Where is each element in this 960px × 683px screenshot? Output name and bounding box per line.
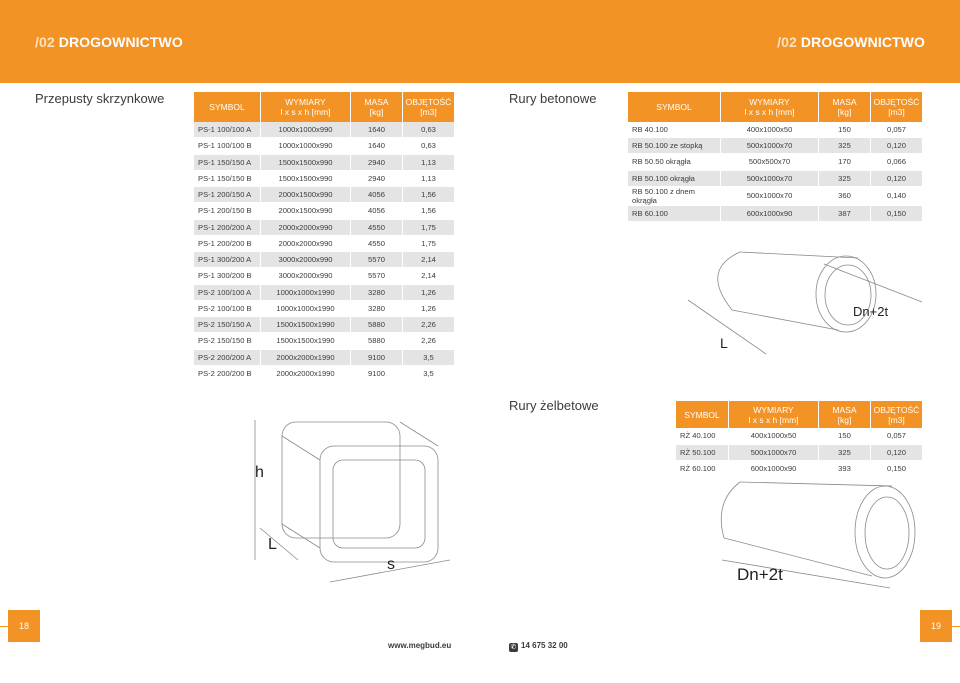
cell-wymiary: 1500x1500x1990: [260, 317, 350, 333]
cell-objetosc: 0,120: [870, 171, 922, 187]
header-symbol: SYMBOL: [194, 92, 260, 122]
pipe-top-edge: [740, 482, 892, 486]
cell-wymiary: 1000x1000x1990: [260, 285, 350, 301]
cell-masa: 1640: [350, 122, 402, 138]
cell-objetosc: 1,56: [402, 187, 454, 203]
box-front-outer: [320, 446, 438, 562]
cell-masa: 5570: [350, 252, 402, 268]
header-wymiary: WYMIARY l x s x h [mm]: [720, 92, 818, 122]
pipe-front-inner: [865, 497, 909, 569]
cell-wymiary: 500x1000x70: [728, 445, 818, 462]
cell-symbol: RŻ 50.100: [676, 445, 728, 462]
table-row: [628, 122, 922, 138]
header-section-number: /02: [777, 34, 797, 50]
cell-masa: 5880: [350, 317, 402, 333]
cell-masa: 1640: [350, 138, 402, 154]
rury-zelbetowe-table: [676, 401, 922, 478]
cell-masa: 4550: [350, 220, 402, 236]
cell-masa: 150: [818, 428, 870, 445]
box-depth-edges: [282, 422, 438, 548]
cell-objetosc: 1,75: [402, 236, 454, 252]
cell-wymiary: 2000x2000x990: [260, 236, 350, 252]
cell-masa: 325: [818, 138, 870, 154]
pipe-bottom-edge: [732, 310, 838, 330]
page-number-left: 18: [8, 610, 40, 642]
cell-objetosc: 0,120: [870, 445, 922, 462]
cell-wymiary: 500x500x70: [720, 154, 818, 170]
cell-wymiary: 500x1000x70: [720, 171, 818, 187]
cell-symbol: PS-1 200/200 B: [194, 236, 260, 252]
cell-objetosc: 0,150: [870, 461, 922, 478]
cell-masa: 4550: [350, 236, 402, 252]
cell-objetosc: 1,26: [402, 285, 454, 301]
table-row: [676, 445, 922, 462]
cell-symbol: RB 50.100 z dnem okrągła: [628, 187, 720, 206]
rury-betonowe-table: [628, 92, 922, 222]
cell-wymiary: 1000x1000x990: [260, 138, 350, 154]
cell-wymiary: 3000x2000x990: [260, 268, 350, 284]
cell-masa: 4056: [350, 203, 402, 219]
cell-symbol: PS-1 100/100 B: [194, 138, 260, 154]
table-row: [194, 138, 454, 154]
section-title-rury-betonowe: Rury betonowe: [509, 91, 597, 106]
footer-rule-left: [0, 626, 8, 627]
cell-symbol: RB 50.50 okrągła: [628, 154, 720, 170]
cell-masa: 2940: [350, 171, 402, 187]
cell-objetosc: 0,120: [870, 138, 922, 154]
table-row: [194, 236, 454, 252]
cell-objetosc: 3,5: [402, 366, 454, 382]
cell-objetosc: 0,140: [870, 187, 922, 206]
table-row: [194, 268, 454, 284]
table-row: [628, 154, 922, 170]
box-front-inner: [333, 460, 425, 548]
footer-phone-number: 14 675 32 00: [521, 641, 568, 650]
cell-symbol: PS-2 100/100 B: [194, 301, 260, 317]
table-row: [194, 333, 454, 349]
header-masa: MASA [kg]: [818, 92, 870, 122]
cell-wymiary: 600x1000x90: [720, 206, 818, 222]
table-row: [676, 461, 922, 478]
header-wymiary: WYMIARY l x s x h [mm]: [728, 401, 818, 428]
box-height-label: h: [255, 464, 264, 481]
cell-symbol: PS-1 300/200 B: [194, 268, 260, 284]
table-row: [194, 122, 454, 138]
cell-objetosc: 0,066: [870, 154, 922, 170]
cell-wymiary: 2000x2000x990: [260, 220, 350, 236]
cell-wymiary: 1000x1000x990: [260, 122, 350, 138]
cell-wymiary: 2000x2000x1990: [260, 366, 350, 382]
cell-masa: 325: [818, 445, 870, 462]
footer-rule-right: [952, 626, 960, 627]
cell-masa: 4056: [350, 187, 402, 203]
section-title-przepusty: Przepusty skrzynkowe: [35, 91, 165, 106]
cell-masa: 3280: [350, 285, 402, 301]
cell-symbol: PS-2 150/150 B: [194, 333, 260, 349]
table-row: [628, 171, 922, 187]
cell-symbol: RŻ 40.100: [676, 428, 728, 445]
cell-symbol: PS-2 200/200 A: [194, 350, 260, 366]
cell-wymiary: 500x1000x70: [720, 138, 818, 154]
table-row: [194, 301, 454, 317]
cell-wymiary: 1500x1500x1990: [260, 333, 350, 349]
cell-wymiary: 500x1000x70: [720, 187, 818, 206]
phone-icon: ✆: [510, 644, 517, 651]
table-row: [194, 171, 454, 187]
przepusty-table: [194, 92, 454, 382]
header-section-number: /02: [35, 34, 55, 50]
cell-objetosc: 0,63: [402, 138, 454, 154]
cell-masa: 2940: [350, 155, 402, 171]
cell-wymiary: 1500x1500x990: [260, 155, 350, 171]
pipe-diameter-label: Dn+2t: [853, 304, 889, 319]
cell-masa: 150: [818, 122, 870, 138]
cell-objetosc: 0,057: [870, 428, 922, 445]
header-wymiary: WYMIARY l x s x h [mm]: [260, 92, 350, 122]
footer-phone: [509, 641, 568, 652]
cell-masa: 360: [818, 187, 870, 206]
header-symbol: SYMBOL: [676, 401, 728, 428]
box-culvert-drawing: [230, 410, 460, 590]
cell-symbol: PS-2 150/150 A: [194, 317, 260, 333]
cell-objetosc: 3,5: [402, 350, 454, 366]
cell-objetosc: 2,26: [402, 317, 454, 333]
cell-masa: 325: [818, 171, 870, 187]
cell-masa: 387: [818, 206, 870, 222]
header-bar: [0, 0, 960, 83]
table-row: [194, 203, 454, 219]
box-length-dimension-line: [260, 528, 298, 560]
cell-wymiary: 2000x1500x990: [260, 187, 350, 203]
box-width-label: s: [387, 556, 395, 573]
header-masa: MASA [kg]: [818, 401, 870, 428]
pipe-diameter-label: Dn+2t: [737, 565, 783, 584]
cell-objetosc: 0,63: [402, 122, 454, 138]
table-row: [194, 366, 454, 382]
table-row: [194, 285, 454, 301]
cell-wymiary: 3000x2000x990: [260, 252, 350, 268]
concrete-pipe-drawing: [670, 240, 930, 365]
header-objetosc: OBJĘTOŚĆ [m3]: [870, 401, 922, 428]
table-row: [194, 350, 454, 366]
cell-objetosc: 1,13: [402, 171, 454, 187]
cell-objetosc: 0,150: [870, 206, 922, 222]
table-row: [628, 138, 922, 154]
cell-symbol: PS-1 300/200 A: [194, 252, 260, 268]
header-section-name: DROGOWNICTWO: [800, 34, 925, 50]
cell-symbol: PS-2 100/100 A: [194, 285, 260, 301]
table-row: [194, 252, 454, 268]
reinforced-pipe-drawing: [660, 478, 930, 598]
cell-symbol: PS-1 150/150 B: [194, 171, 260, 187]
cell-objetosc: 0,057: [870, 122, 922, 138]
table-row: [628, 206, 922, 222]
cell-wymiary: 600x1000x90: [728, 461, 818, 478]
pipe-length-label: L: [720, 335, 728, 351]
pipe-back-end: [721, 482, 740, 538]
pipe-top-edge: [740, 252, 858, 258]
cell-masa: 393: [818, 461, 870, 478]
cell-masa: 9100: [350, 350, 402, 366]
cell-objetosc: 1,26: [402, 301, 454, 317]
table-row: [194, 317, 454, 333]
cell-objetosc: 1,56: [402, 203, 454, 219]
pipe-back-end: [718, 252, 740, 310]
cell-masa: 5880: [350, 333, 402, 349]
page-number-right: 19: [920, 610, 952, 642]
cell-wymiary: 400x1000x50: [720, 122, 818, 138]
header-title-left: [35, 34, 183, 50]
cell-objetosc: 2,26: [402, 333, 454, 349]
header-masa: MASA [kg]: [350, 92, 402, 122]
cell-masa: 170: [818, 154, 870, 170]
footer-website[interactable]: www.megbud.eu: [388, 641, 452, 650]
table-row: [194, 220, 454, 236]
cell-objetosc: 1,13: [402, 155, 454, 171]
cell-symbol: PS-1 100/100 A: [194, 122, 260, 138]
header-symbol: SYMBOL: [628, 92, 720, 122]
table-row: [676, 428, 922, 445]
cell-objetosc: 2,14: [402, 252, 454, 268]
cell-symbol: PS-1 200/200 A: [194, 220, 260, 236]
cell-symbol: RB 50.100 okrągła: [628, 171, 720, 187]
cell-symbol: PS-1 150/150 A: [194, 155, 260, 171]
cell-masa: 9100: [350, 366, 402, 382]
cell-wymiary: 400x1000x50: [728, 428, 818, 445]
cell-wymiary: 1500x1500x990: [260, 171, 350, 187]
pipe-front-outer: [855, 486, 915, 578]
header-objetosc: OBJĘTOŚĆ [m3]: [870, 92, 922, 122]
header-title-right: [777, 34, 925, 50]
cell-wymiary: 2000x1500x990: [260, 203, 350, 219]
cell-symbol: PS-2 200/200 B: [194, 366, 260, 382]
cell-symbol: RB 60.100: [628, 206, 720, 222]
pipe-diameter-dimension-line: [824, 264, 922, 302]
cell-objetosc: 2,14: [402, 268, 454, 284]
cell-symbol: PS-1 200/150 A: [194, 187, 260, 203]
cell-objetosc: 1,75: [402, 220, 454, 236]
cell-symbol: RB 50.100 ze stopką: [628, 138, 720, 154]
section-title-rury-zelbetowe: Rury żelbetowe: [509, 398, 599, 413]
header-section-name: DROGOWNICTWO: [58, 34, 183, 50]
cell-masa: 5570: [350, 268, 402, 284]
cell-symbol: RB 40.100: [628, 122, 720, 138]
cell-wymiary: 1000x1000x1990: [260, 301, 350, 317]
cell-symbol: PS-1 200/150 B: [194, 203, 260, 219]
box-length-label: L: [268, 536, 277, 553]
cell-wymiary: 2000x2000x1990: [260, 350, 350, 366]
table-row: [194, 155, 454, 171]
table-row: [628, 187, 922, 206]
table-row: [194, 187, 454, 203]
box-back-outline: [282, 422, 400, 538]
cell-symbol: RŻ 60.100: [676, 461, 728, 478]
cell-masa: 3280: [350, 301, 402, 317]
header-objetosc: OBJĘTOŚĆ [m3]: [402, 92, 454, 122]
